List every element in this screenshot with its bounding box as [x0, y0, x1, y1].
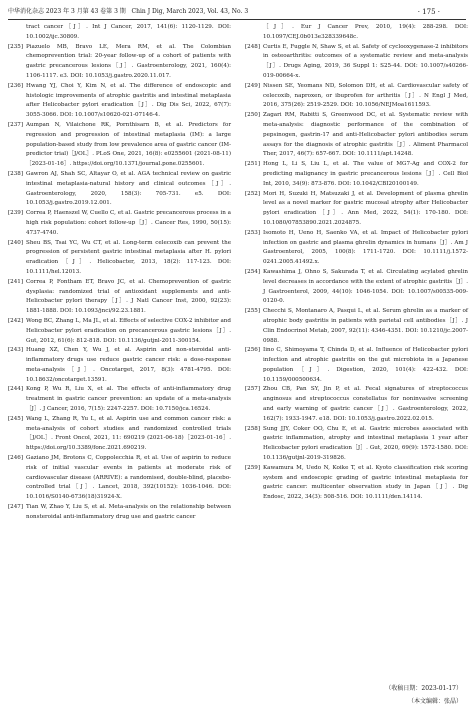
reference-text: Gawron AJ, Shah SC, Altayar O, et al. AGA technical review on gastric intestinal metaplasia-natural history and clinical outcomes［J］. Gastroenterology, 2020, 158(3): 705-731. e5. DOI: 10.1053/j.gastro.2019.12.001. — [26, 170, 231, 207]
reference-number: [250] — [245, 112, 261, 119]
editor-note: （本文编辑：张晶） — [407, 698, 462, 705]
reference-text: Tian W, Zhao Y, Liu S, et al. Meta-analysis on the relationship between nonsteroidal anti-inflammatory drug use and gastric cancer — [26, 504, 231, 520]
reference-number: [241] — [8, 278, 24, 285]
reference-text: Sheu BS, Tsai YC, Wu CT, et al. Long-term celecoxib can prevent the progression of persistent gastric intestinal metaplasia after H. pylori eradication［J］. Helicobacter, 2013, 18(2): 117-123. DOI: 10.1111/hel.12013. — [26, 239, 231, 275]
reference-number: [252] — [245, 190, 261, 197]
reference-item — [8, 415, 231, 454]
reference-number: [236] — [8, 82, 24, 89]
reference-item — [245, 160, 468, 189]
received-date: （收稿日期：2023-01-17） — [385, 685, 462, 692]
reference-list-right — [245, 43, 468, 503]
reference-item — [245, 111, 468, 160]
reference-item — [245, 346, 468, 385]
reference-item — [245, 307, 468, 346]
right-column — [245, 23, 468, 503]
reference-item — [8, 346, 231, 385]
reference-number: [251] — [245, 161, 261, 168]
reference-text: Checchi S, Montanaro A, Pasqui L, et al. Serum ghrelin as a marker of atrophic body gastritis in patients with parietal cell antibodies［J］. J Clin Endocrinol Metab, 2007, 92(11): 4346-4351. DOI: 10.1210/jc.2007-0988. — [263, 308, 468, 344]
reference-text: Piazuelo MB, Bravo LE, Mera RM, et al. The Colombian chemoprevention trial: 20-year follow-up of a cohort of patients with gastric precancerous lesions［J］. Gastroenterology, 2021, 160(4): 1106-1117. e3. DOI: 10.1053/j.gastro.2020.11.017. — [26, 43, 231, 79]
reference-number: [235] — [8, 43, 24, 50]
reference-number: [257] — [245, 386, 261, 393]
reference-number: [243] — [8, 347, 24, 354]
reference-item — [8, 278, 231, 317]
journal-name-cn: 中华消化杂志 2023 年 3 月第 43 卷第 3 期 — [8, 8, 126, 15]
reference-number: [239] — [8, 210, 24, 217]
reference-continuation: ［J］. Eur J Cancer Prev, 2010, 19(4): 288-298. DOI: 10.1097/CEJ.0b013e328339648c. — [263, 24, 468, 40]
reference-text: Isomoto H, Ueno H, Saenko VA, et al. Impact of Helicobacter pylori infection on gastric and plasma ghrelin dynamics in humans［J］. Am J Gastroenterol, 2005, 100(8): 1711-1720. DOI: 10.1111/j.1572-0241.2005.41492.x. — [263, 229, 468, 266]
reference-text: Wong BC, Zhang L, Ma JL, et al. Effects of selective COX-2 inhibitor and Helicobacter pylori eradication on precancerous gastric lesions［J］. Gut, 2012, 61(6): 812-818. DOI: 10.1136/gutjnl-2011-300154. — [26, 317, 231, 344]
reference-text: Nissen SE, Yeomans ND, Solomon DH, et al. Cardiovascular safety of celecoxib, naproxen, or ibuprofen for arthritis［J］. N Engl J Med, 2016, 375(26): 2519-2529. DOI: 10.1056/NEJMoa1611593. — [263, 82, 468, 109]
reference-item — [245, 268, 468, 307]
left-column — [8, 23, 231, 523]
reference-number: [248] — [245, 43, 261, 50]
reference-number: [240] — [8, 239, 24, 246]
reference-number: [258] — [245, 425, 261, 432]
reference-item — [8, 82, 231, 121]
reference-text: Correa P, Haenszel W, Cuello C, et al. Gastric precancerous process in a high risk population: cohort follow-up［J］. Cancer Res, 1990, 50(15): 4737-4740. — [26, 210, 231, 236]
reference-number: [259] — [245, 464, 261, 471]
reference-number: [255] — [245, 308, 261, 315]
reference-item — [8, 385, 231, 414]
journal-citation-line — [8, 6, 248, 18]
reference-item — [245, 425, 468, 464]
reference-number: [253] — [245, 229, 261, 236]
reference-text: Zhou CB, Pan SY, Jin P, et al. Fecal signatures of streptococcus anginosus and streptococcus constellatus for noninvasive screening and early warning of gastric cancer［J］. Gastroenterology, 2022, 162(7): 1933-1947. e18. DOI: 10.1053/j.gastro.2022.02.015. — [263, 386, 468, 422]
reference-item — [8, 209, 231, 238]
reference-item — [245, 43, 468, 82]
reference-number: [249] — [245, 82, 261, 89]
reference-item — [8, 121, 231, 170]
reference-item — [8, 503, 231, 523]
reference-text: Iino C, Shimoyama T, Chinda D, et al. Influence of Helicobacter pylori infection and atrophic gastritis on the gut microbiota in a Japanese population［J］. Digestion, 2020, 101(4): 422-432. DOI: 10.1159/000500634. — [263, 347, 468, 383]
reference-item — [245, 190, 468, 229]
reference-number: [246] — [8, 455, 24, 462]
reference-number: [244] — [8, 386, 24, 393]
reference-text: Correa P, Fontham ET, Bravo JC, et al. Chemoprevention of gastric dysplasia: randomized trial of antioxidant supplements and anti-Helicobacter pylori therapy［J］. J Natl Cancer Inst, 2000, 92(23): 1881-1888. DOI: 10.1093/jnci/92.23.1881. — [26, 278, 231, 315]
reference-item — [245, 82, 468, 111]
reference-text: Curtis E, Fuggle N, Shaw S, et al. Safety of cyclooxygenase-2 inhibitors in osteoarthritis: outcomes of a systematic review and meta-analysis［J］. Drugs Aging, 2019, 36 Suppl 1: S25-44. DOI: 10.1007/s40266-019-00664-x. — [263, 43, 468, 79]
reference-number: [238] — [8, 170, 24, 177]
reference-number: [237] — [8, 121, 24, 128]
reference-text: Zagari RM, Rabitti S, Greenwood DC, et al. Systematic review with meta-analysis: diagnostic performance of the combination of pepsinogen, gastrin-17 and anti-Helicobacter pylori antibodies serum assays for the diagnosis of atrophic gastritis［J］. Aliment Pharmacol Ther, 2017, 46(7): 657-667. DOI: 10.1111/apt.14248. — [263, 112, 468, 158]
reference-text: Mori H, Suzuki H, Matsuzaki J, et al. Development of plasma ghrelin level as a novel marker for gastric mucosal atrophy after Helicobacter pylori eradication［J］. Ann Med, 2022, 54(1): 170-180. DOI: 10.1080/07853890.2021.2024875. — [263, 190, 468, 226]
reference-number: [247] — [8, 504, 24, 511]
reference-text: Huang XZ, Chen Y, Wu J, et al. Aspirin and non-steroidal anti-inflammatory drugs use reduce gastric cancer risk: a dose-response meta-analysis［J］. Oncotarget, 2017, 8(3): 4781-4795. DOI: 10.18632/oncotarget.13591. — [26, 347, 231, 383]
reference-text: Kong P, Wu R, Liu X, et al. The effects of anti-inflammatory drug treatment in gastric cancer prevention: an update of a meta-analysis［J］. J Cancer, 2016, 7(15): 2247-2257. DOI: 10.7150/jca.16524. — [26, 386, 231, 413]
reference-number: [254] — [245, 268, 261, 275]
reference-item — [8, 170, 231, 209]
reference-text: Sung JJY, Coker OO, Chu E, et al. Gastric microbes associated with gastric inflammation, atrophy and intestinal metaplasia 1 year after Helicobacter pylori eradication［J］. Gut, 2020, 69(9): 1572-1580. DOI: 10.1136/gutjnl-2019-319826. — [263, 425, 468, 462]
reference-text: Hwang YJ, Choi Y, Kim N, et al. The difference of endoscopic and histologic improvements of atrophic gastritis and intestinal metaplasia after Helicobacter pylori eradication［J］. Dig Dis Sci, 2022, 67(7): 3055-3066. DOI: 10.1007/s10620-021-07146-4. — [26, 82, 231, 119]
reference-list-left — [8, 43, 231, 523]
journal-name-en: Chin J Dig, March 2023, Vol. 43, No. 3 — [131, 8, 249, 15]
reference-text: Kawamura M, Uedo N, Koike T, et al. Kyoto classification risk scoring system and endoscopic grading of gastric intestinal metaplasia for gastric cancer: multicenter observation study in Japan［J］. Dig Endosc, 2022, 34(3): 508-516. DOI: 10.1111/den.14114. — [263, 464, 468, 501]
header-rule — [8, 19, 466, 20]
reference-item — [245, 385, 468, 424]
running-header — [8, 6, 466, 18]
page-number: · 175 · — [417, 8, 440, 16]
reference-text: Hong L, Li S, Liu L, et al. The value of MG7-Ag and COX-2 for predicting malignancy in gastric precancerous lesions［J］. Cell Biol Int, 2010, 34(9): 873-876. DOI: 10.1042/CBI20100149. — [263, 161, 468, 187]
reference-text: Gaziano JM, Brotons C, Coppolecchia R, et al. Use of aspirin to reduce risk of initial vascular events in patients at moderate risk of cardiovascular disease (ARRIVE): a randomised, double-blind, placebo-controlled trial［J］. Lancet, 2018, 392(10152): 1036-1046. DOI: 10.1016/S0140-6736(18)31924-X. — [26, 455, 231, 501]
reference-number: [242] — [8, 317, 24, 324]
reference-item — [245, 464, 468, 503]
reference-text: Kawashima J, Ohno S, Sakurada T, et al. Circulating acylated ghrelin level decreases in accordance with the extent of atrophic gastritis［J］. J Gastroenterol, 2009, 44(10): 1046-1054. DOI: 10.1007/s00535-009-0120-0. — [263, 268, 468, 305]
reference-text: Wang L, Zhang R, Yu L, et al. Aspirin use and common cancer risk: a meta-analysis of cohort studies and randomized controlled trials［J/OL］. Front Oncol, 2021, 11: 690219 (2021-06-18)［2023-01-16］. https://doi.org/10.3389/fonc.2021.690219. — [26, 415, 231, 452]
reference-text: Aumpan N, Vilaichone RK, Pornthisarn B, et al. Predictors for regression and progression of intestinal metaplasia (IM): a large population-based study from low prevalence area of gastric cancer (IM-predictor trial)［J/OL］. PLoS One, 2021, 16(8): e0255601 (2021-08-11)［2023-01-16］. https://doi.org/10.1371/journal.pone.0255601. — [26, 121, 231, 168]
reference-continuation: tract cancer［J］. Int J Cancer, 2017, 141(6): 1120-1129. DOI: 10.1002/ijc.30809. — [26, 24, 231, 40]
reference-item — [8, 317, 231, 346]
reference-item — [245, 229, 468, 268]
reference-item — [8, 43, 231, 82]
reference-number: [256] — [245, 347, 261, 354]
reference-number: [245] — [8, 415, 24, 422]
reference-item — [8, 454, 231, 503]
reference-item — [8, 239, 231, 278]
